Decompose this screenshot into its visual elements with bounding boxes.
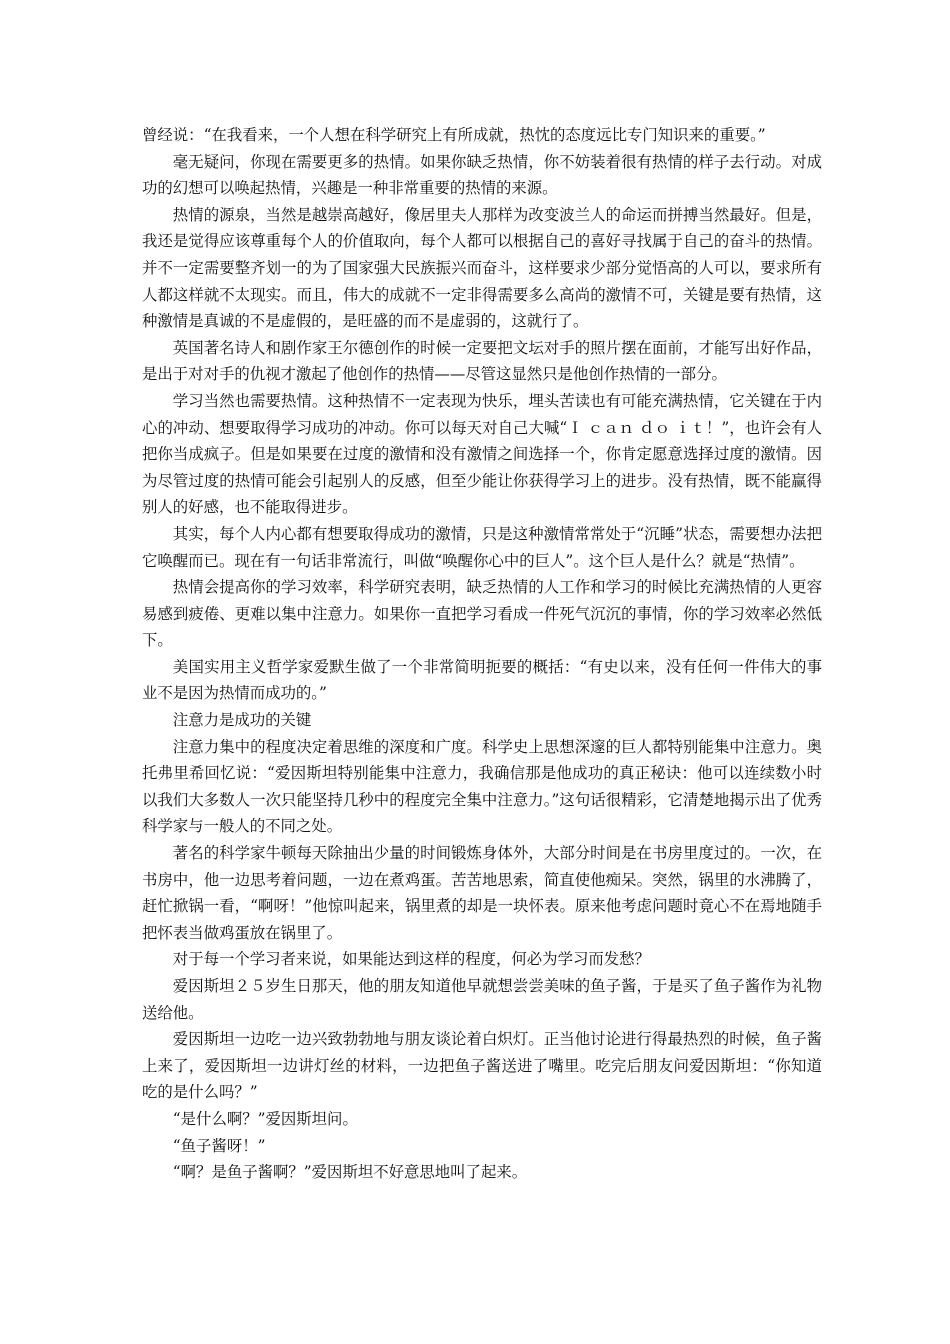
paragraph-13: 爱因斯坦２５岁生日那天，他的朋友知道他早就想尝尝美味的鱼子酱，于是买了鱼子酱作为礼物送给他。 [142,977,822,1022]
document-page [142,122,822,1186]
paragraph-7: 热情会提高你的学习效率，科学研究表明，缺乏热情的人工作和学习的时候比充满热情的人更容易感到疲倦、更难以集中注意力。如果你一直把学习看成一件死气沉沉的事情，你的学习效率必然低下。 [142,578,822,650]
paragraph-6: 其实，每个人内心都有想要取得成功的激情，只是这种激情常常处于“沉睡”状态，需要想办法把它唤醒而已。现在有一句话非常流行，叫做“唤醒你心中的巨人”。这个巨人是什么？就是“热情”。 [142,524,822,570]
paragraph-3: 热情的源泉，当然是越崇高越好，像居里夫人那样为改变波兰人的命运而拼搏当然最好。但是，我还是觉得应该尊重每个人的价值取向，每个人都可以根据自己的喜好寻找属于自己的奋斗的热情。并不一定需要整齐划一的为了国家强大民族振兴而奋斗，这样要求少部分觉悟高的人可以，要求所有人都这样就不太现实。而且，伟大的成就不一定非得需要多么高尚的激情不可，关键是要有热情，这种激情是真诚的不是虚假的，是旺盛的而不是虚弱的，这就行了。 [142,205,822,331]
dialogue-line-1: “是什么啊？”爱因斯坦问。 [172,1109,358,1128]
paragraph-1: 曾经说：“在我看来，一个人想在科学研究上有所成就，热忱的态度远比专门知识来的重要。” [142,126,766,144]
paragraph-2: 毫无疑问，你现在需要更多的热情。如果你缺乏热情，你不妨装着很有热情的样子去行动。对成功的幻想可以唤起热情，兴趣是一种非常重要的热情的来源。 [142,152,822,198]
dialogue-line-2: “鱼子酱呀！” [172,1136,266,1155]
paragraph-5: 学习当然也需要热情。这种热情不一定表现为快乐，埋头苦读也有可能充满热情，它关键在于内心的冲动、想要取得学习成功的冲动。你可以每天对自己大喊“Ｉ ｃａｎ ｄｏ ｉｔ！”，也许会有人把你当成疯子。但是如果要在过度的激情和没有激情之间选择一个，你肯定愿意选择过度的激情。因为尽管过度的热情可能会引起别人的反感，但至少能让你获得学习上的进步。没有热情，既不能赢得别人的好感，也不能取得进步。 [142,391,822,517]
dialogue-line-3: “啊？是鱼子酱啊？”爱因斯坦不好意思地叫了起来。 [172,1163,528,1182]
paragraph-10: 注意力集中的程度决定着思维的深度和广度。科学史上思想深邃的巨人都特别能集中注意力。奥托弗里希回忆说：“爱因斯坦特别能集中注意力，我确信那是他成功的真正秘诀：他可以连续数小时以我们大多数人一次只能坚持几秒中的程度完全集中注意力。”这句话很精彩，它清楚地揭示出了优秀科学家与一般人的不同之处。 [142,737,822,836]
paragraph-14: 爱因斯坦一边吃一边兴致勃勃地与朋友谈论着白炽灯。正当他讨论进行得最热烈的时候，鱼子酱上来了，爱因斯坦一边讲灯丝的材料，一边把鱼子酱送进了嘴里。吃完后朋友问爱因斯坦：“你知道吃的是什么吗？” [142,1030,822,1102]
paragraph-12: 对于每一个学习者来说，如果能达到这样的程度，何必为学习而发愁？ [172,950,650,969]
paragraph-8: 美国实用主义哲学家爱默生做了一个非常简明扼要的概括：“有史以来，没有任何一件伟大的事业不是因为热情而成功的。” [142,657,822,703]
paragraph-4: 英国著名诗人和剧作家王尔德创作的时候一定要把文坛对手的照片摆在面前，才能写出好作品，是出于对对手的仇视才激起了他创作的热情——尽管这显然只是他创作热情的一部分。 [142,338,822,384]
section-heading: 注意力是成功的关键 [172,711,312,730]
paragraph-11: 著名的科学家牛顿每天除抽出少量的时间锻炼身体外，大部分时间是在书房里度过的。一次，在书房中，他一边思考着问题，一边在煮鸡蛋。苦苦地思索，简直使他痴呆。突然，锅里的水沸腾了，赶忙掀锅一看，“啊呀！”他惊叫起来，锅里煮的却是一块怀表。原来他考虑问题时竟心不在焉地随手把怀表当做鸡蛋放在锅里了。 [142,844,822,942]
